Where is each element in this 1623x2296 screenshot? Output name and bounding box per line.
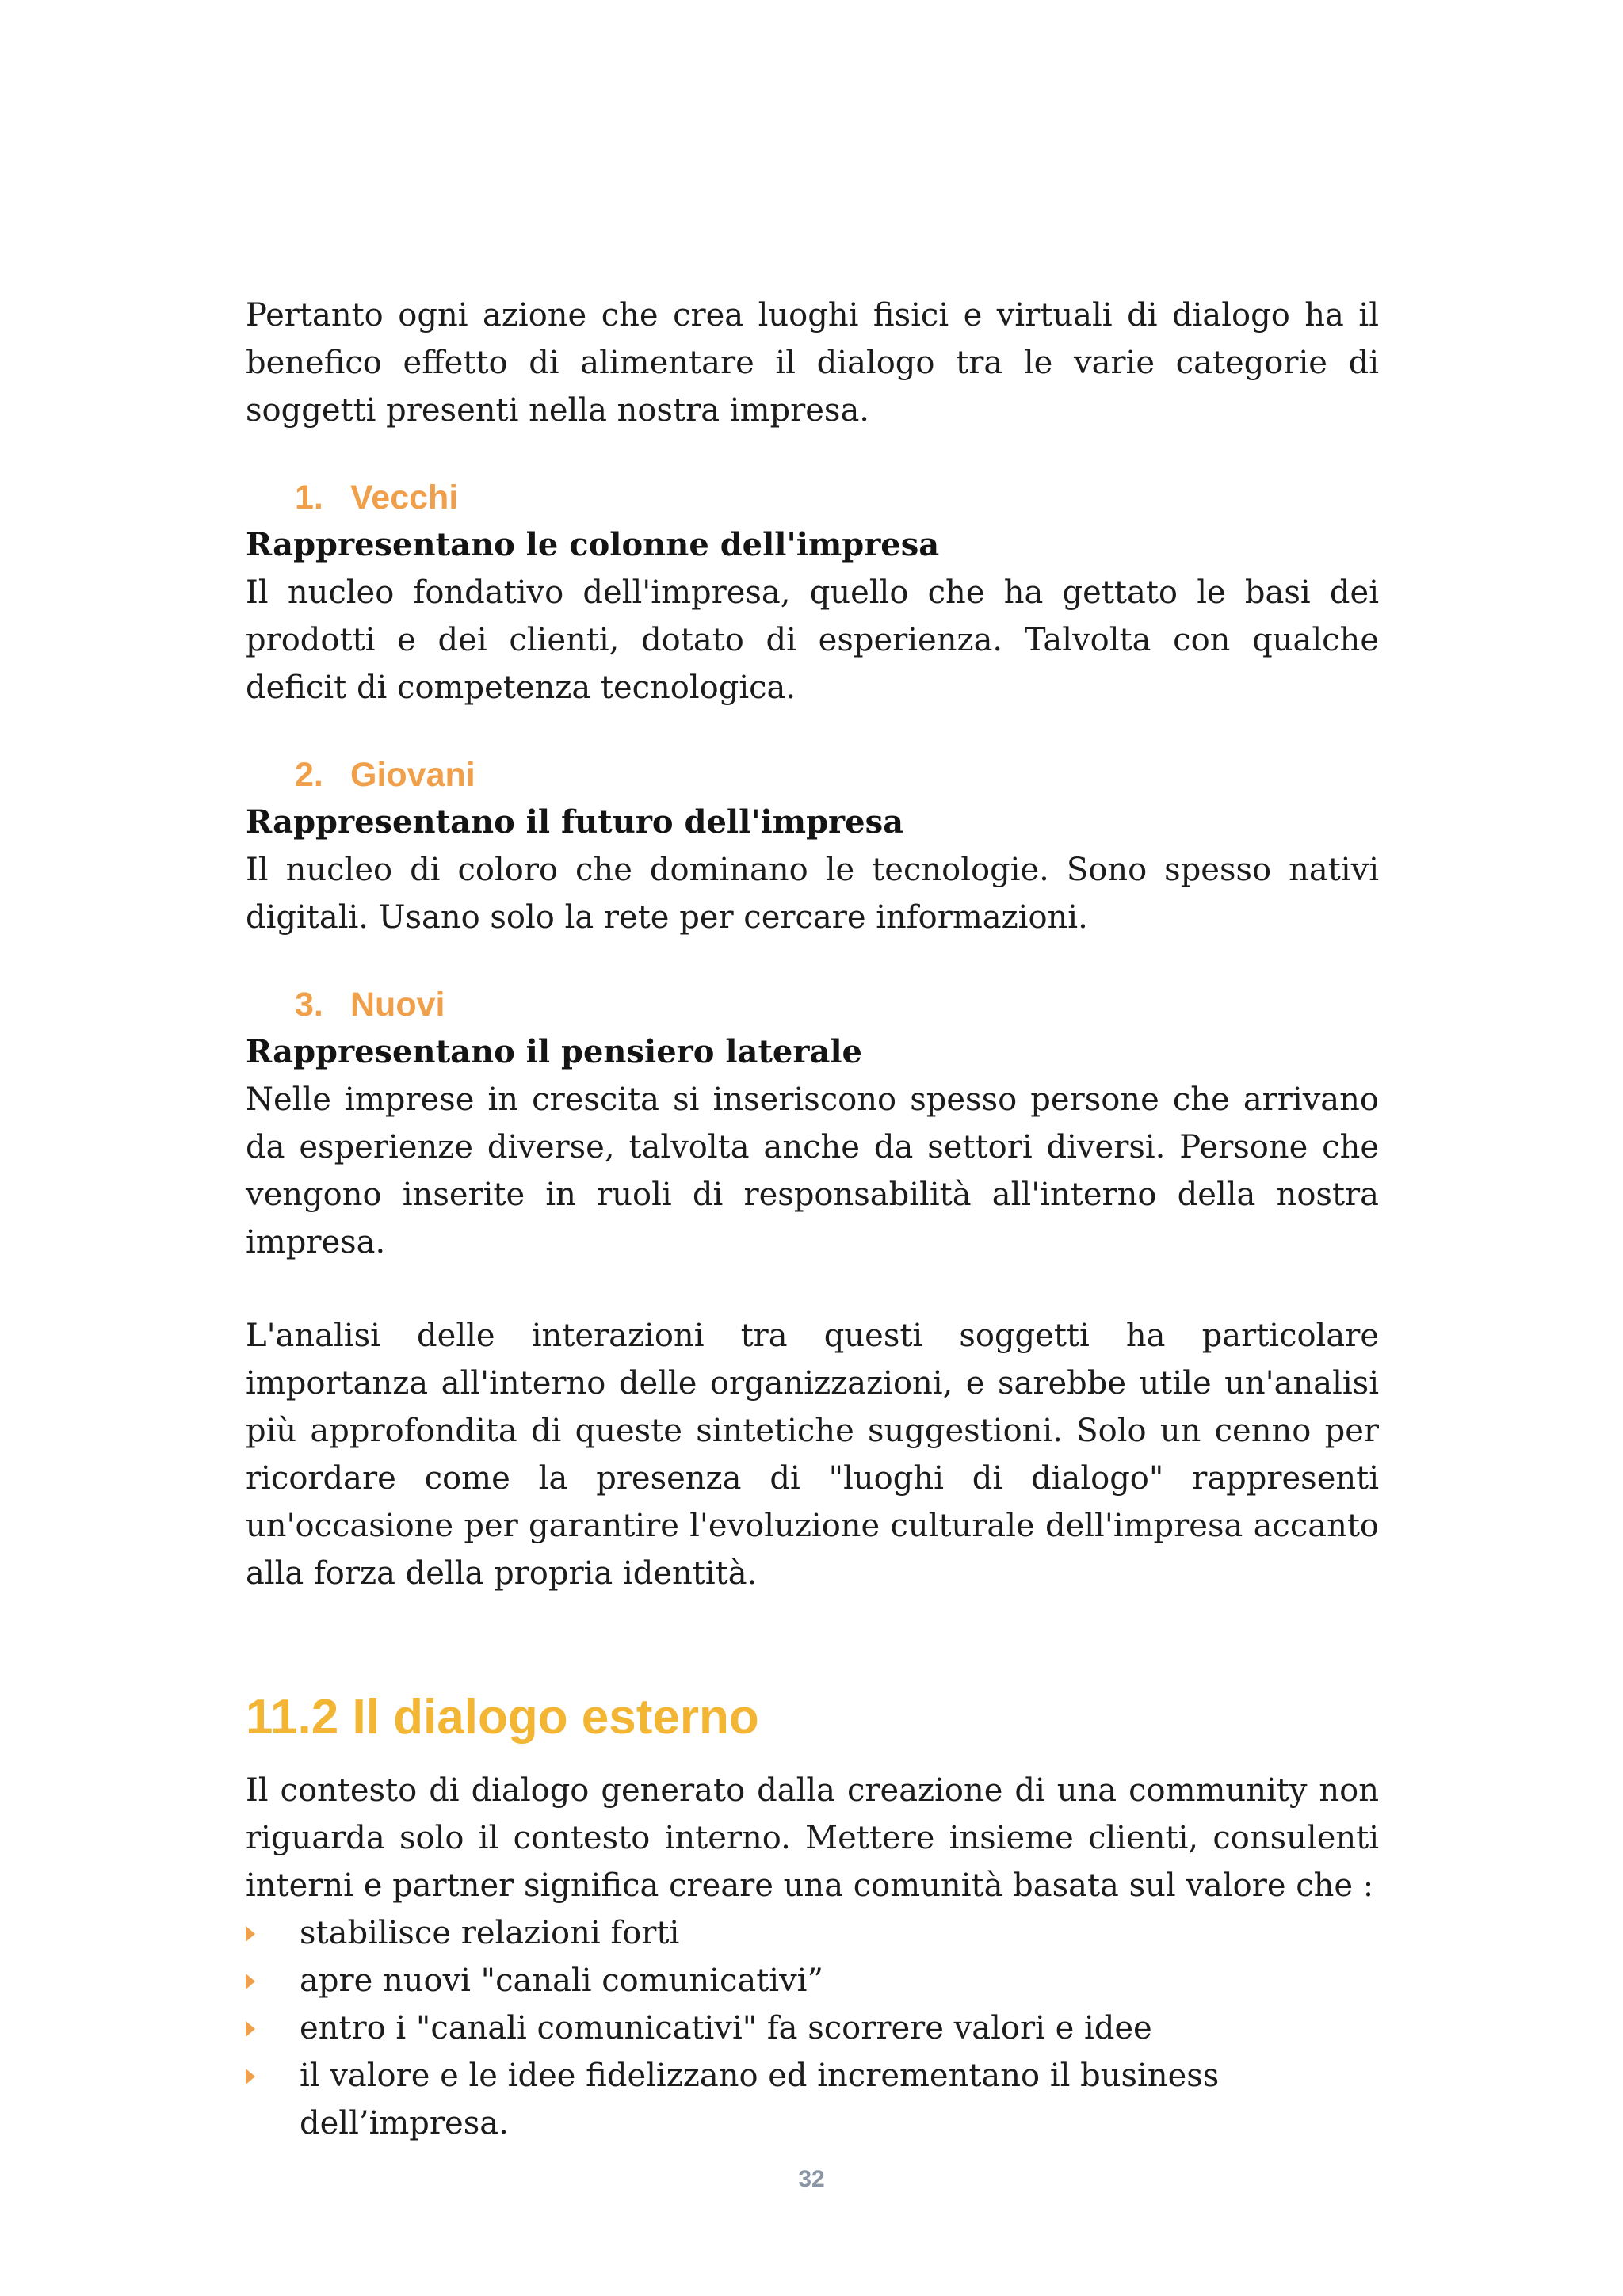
section-title: 11.2 Il dialogo esterno <box>246 1690 759 1745</box>
intro-paragraph: Pertanto ogni azione che crea luoghi fisici e virtuali di dialogo ha il benefico effetto di alimentare il dialogo tra le varie categorie di soggetti presenti nella nostra impresa. <box>246 297 1379 429</box>
triangle-bullet-icon <box>246 2069 255 2084</box>
page-content <box>246 292 1379 2147</box>
section-paragraph: Il contesto di dialogo generato dalla creazione di una community non riguarda solo il contesto interno. Mettere insieme clienti, consulenti interni e partner significa creare una comunità basata sul valore che : <box>246 1772 1379 1904</box>
analysis-paragraph: L'analisi delle interazioni tra questi soggetti ha particolare importanza all'interno delle organizzazioni, e sarebbe utile un'analisi più approfondita di queste sintetiche suggestioni. Solo un cenno per ricordare come la presenza di "luoghi di dialogo" rappresenti un'occasione per garantire l'evoluzione culturale dell'impresa accanto alla forza della propria identità. <box>246 1318 1379 1592</box>
category-subtitle: Rappresentano le colonne dell'impresa <box>246 526 940 563</box>
list-item-text: entro i "canali comunicativi" fa scorrere valori e idee <box>300 2010 1152 2046</box>
category-title: Nuovi <box>350 986 445 1024</box>
category-text: Nelle imprese in crescita si inseriscono spesso persone che arrivano da esperienze diverse, talvolta anche da settori diversi. Persone che vengono inserite in ruoli di responsabilità all'interno della nostra impresa. <box>246 1081 1379 1261</box>
category-heading-nuovi <box>246 981 1379 1028</box>
bullet-list <box>246 1909 1379 2147</box>
triangle-bullet-icon <box>246 2021 255 2037</box>
list-item-text: il valore e le idee fidelizzano ed incrementano il business dell’impresa. <box>300 2058 1220 2142</box>
triangle-bullet-icon <box>246 1974 255 1989</box>
category-subtitle: Rappresentano il futuro dell'impresa <box>246 803 904 841</box>
list-item-text: stabilisce relazioni forti <box>300 1915 680 1951</box>
category-subtitle: Rappresentano il pensiero laterale <box>246 1033 863 1070</box>
category-text: Il nucleo fondativo dell'impresa, quello che ha gettato le basi dei prodotti e dei clienti, dotato di esperienza. Talvolta con qualche deficit di competenza tecnologica. <box>246 574 1379 706</box>
category-number: 2. <box>295 756 323 794</box>
list-item <box>246 2052 1379 2147</box>
category-title: Giovani <box>350 756 475 794</box>
page-number: 32 <box>798 2166 825 2192</box>
category-heading-vecchi <box>246 474 1379 521</box>
category-text: Il nucleo di coloro che dominano le tecnologie. Sono spesso nativi digitali. Usano solo la rete per cercare informazioni. <box>246 852 1379 936</box>
list-item <box>246 1909 1379 1957</box>
category-title: Vecchi <box>350 479 459 517</box>
category-number: 3. <box>295 986 323 1024</box>
list-item-text: apre nuovi "canali comunicativi” <box>300 1962 823 1999</box>
list-item <box>246 1957 1379 2004</box>
category-number: 1. <box>295 479 323 517</box>
triangle-bullet-icon <box>246 1926 255 1942</box>
list-item <box>246 2004 1379 2052</box>
category-heading-giovani <box>246 751 1379 799</box>
